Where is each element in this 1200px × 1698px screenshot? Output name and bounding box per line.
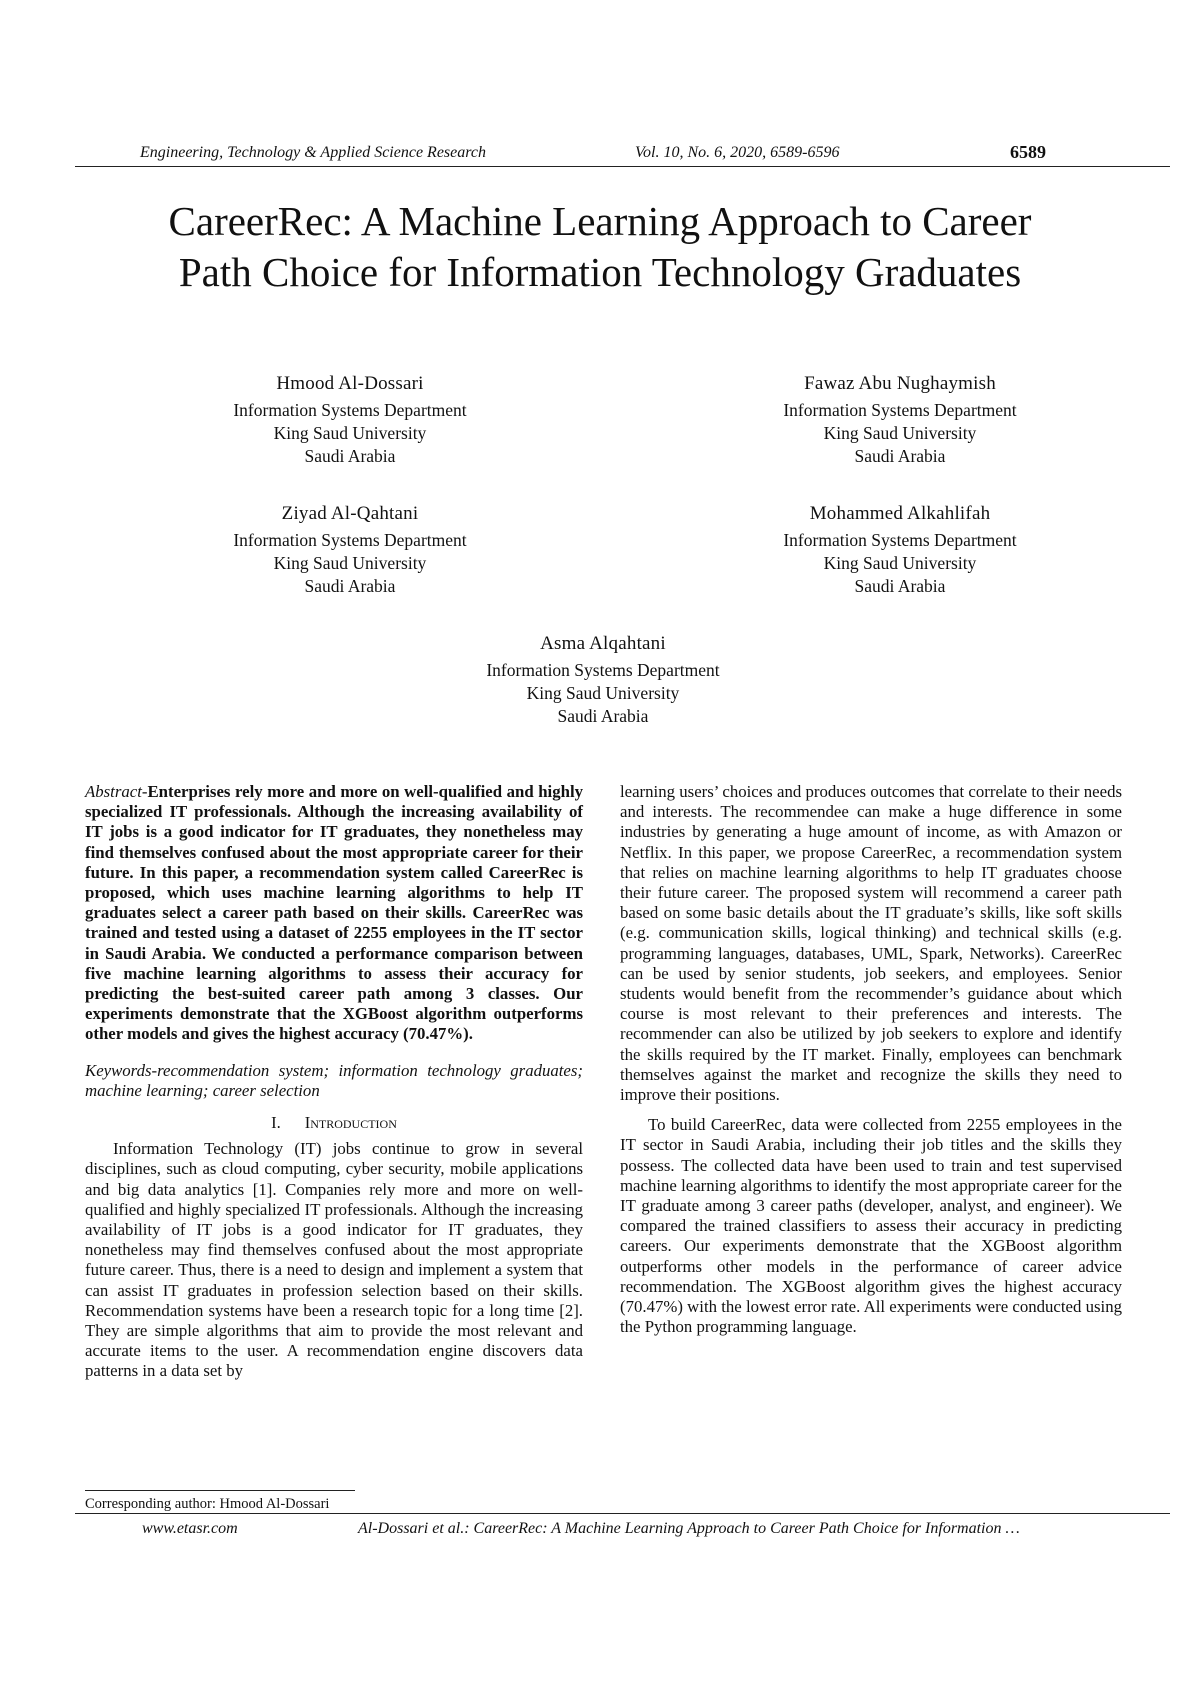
author-country: Saudi Arabia: [854, 576, 946, 596]
author-country: Saudi Arabia: [557, 706, 649, 726]
section-number: I.: [271, 1113, 281, 1133]
author-name: Fawaz Abu Nughaymish: [804, 373, 996, 394]
author-country: Saudi Arabia: [304, 446, 396, 466]
author-block: [735, 502, 1065, 598]
keywords: Keywords-recommendation system; information technology graduates; machine learning; career selection: [85, 1060, 583, 1100]
author-block: [438, 632, 768, 728]
right-column: [620, 782, 1122, 1337]
keywords-label: Keywords: [85, 1060, 152, 1080]
author-block: [185, 502, 515, 598]
keywords-text: recommendation system; information technology graduates; machine learning; career selection: [85, 1060, 583, 1100]
title-line-1: CareerRec: A Machine Learning Approach to Career: [168, 198, 1032, 244]
intro-paragraph-continued: learning users’ choices and produces outcomes that correlate to their needs and interests. The recommendee can make a huge difference in some industries by generating a huge amount of income, as with Amazon or Netflix. In this paper, we propose CareerRec, a recommendation system that relies on machine learning algorithms to help IT graduates choose their future career. The proposed system will recommend a career path based on some basic details about the IT graduate’s skills, like soft skills (e.g. communication skills, logical thinking) and technical skills (e.g. programming languages, databases, UML, Spark, Networks). CareerRec can be used by senior students, job seekers, and employees. Senior students would benefit from the recommender’s guidance about which course is most relevant to their preferences and interests. The recommender can also be utilized by job seekers to explore and identify the skills required by the IT market. Finally, employees can benchmark themselves against the market and recognize the skills they need to improve their positions.: [620, 782, 1122, 1105]
abstract: Abstract-Enterprises rely more and more on well-qualified and highly specialized IT professionals. Although the increasing availability of IT jobs is a good indicator for IT graduates, they nonetheless may find themselves confused about the most appropriate career for their future. In this paper, a recommendation system called CareerRec is proposed, which uses machine learning algorithms to help IT graduates select a career path based on their skills. CareerRec was trained and tested using a dataset of 2255 employees in the IT sector in Saudi Arabia. We conducted a performance comparison between five machine learning algorithms to assess their accuracy for predicting the best-suited career path among 3 classes. Our experiments demonstrate that the XGBoost algorithm outperforms other models and gives the highest accuracy (70.47%).: [85, 782, 583, 1044]
author-name: Asma Alqahtani: [540, 633, 666, 654]
journal-url[interactable]: www.etasr.com: [142, 1520, 238, 1537]
author-university: King Saud University: [823, 423, 977, 443]
author-university: King Saud University: [273, 553, 427, 573]
footer-citation: Al-Dossari et al.: CareerRec: A Machine Learning Approach to Career Path Choice for Information …: [358, 1520, 1020, 1537]
author-block: [185, 372, 515, 468]
build-paragraph: To build CareerRec, data were collected from 2255 employees in the IT sector in Saudi Arabia, including their job titles and the skills they possess. The collected data have been used to train and test supervised machine learning algorithms to identify the most appropriate career for the IT graduate among 3 career paths (developer, analyst, and engineer). We compared the trained classifiers to assess their accuracy in predicting careers. Our experiments demonstrate that the XGBoost algorithm outperforms other models in the performance of career advice recommendation. The XGBoost algorithm gives the highest accuracy (70.47%) with the lowest error rate. All experiments were conducted using the Python programming language.: [620, 1115, 1122, 1337]
author-department: Information Systems Department: [233, 530, 467, 550]
paper-title: [60, 196, 1140, 298]
corresponding-author-footnote: Corresponding author: Hmood Al-Dossari: [85, 1496, 330, 1512]
volume-info: Vol. 10, No. 6, 2020, 6589-6596: [635, 144, 840, 161]
author-department: Information Systems Department: [783, 530, 1017, 550]
author-country: Saudi Arabia: [304, 576, 396, 596]
author-department: Information Systems Department: [233, 400, 467, 420]
author-university: King Saud University: [273, 423, 427, 443]
left-column: [85, 782, 583, 1382]
author-name: Ziyad Al-Qahtani: [281, 503, 419, 524]
author-university: King Saud University: [526, 683, 680, 703]
author-department: Information Systems Department: [783, 400, 1017, 420]
author-country: Saudi Arabia: [854, 446, 946, 466]
author-department: Information Systems Department: [486, 660, 720, 680]
author-block: [735, 372, 1065, 468]
section-heading-introduction: [85, 1113, 583, 1133]
page-number: 6589: [1010, 142, 1046, 162]
author-university: King Saud University: [823, 553, 977, 573]
title-line-2: Path Choice for Information Technology Graduates: [178, 249, 1022, 295]
section-title: Introduction: [304, 1113, 397, 1133]
abstract-text: Enterprises rely more and more on well-qualified and highly specialized IT professionals. Although the increasing availability of IT jobs is a good indicator for IT graduates, they nonetheless may find themselves confused about the most appropriate career for their future. In this paper, a recommendation system called CareerRec is proposed, which uses machine learning algorithms to help IT graduates select a career path based on their skills. CareerRec was trained and tested using a dataset of 2255 employees in the IT sector in Saudi Arabia. We conducted a performance comparison between five machine learning algorithms to assess their accuracy for predicting the best-suited career path among 3 classes. Our experiments demonstrate that the XGBoost algorithm outperforms other models and gives the highest accuracy (70.47%).: [85, 782, 583, 1044]
author-name: Mohammed Alkahlifah: [809, 503, 991, 524]
running-footer: [75, 1513, 1170, 1540]
footnote-divider: [85, 1490, 355, 1491]
journal-name: Engineering, Technology & Applied Science Research: [140, 144, 486, 161]
author-name: Hmood Al-Dossari: [276, 373, 424, 394]
abstract-label: Abstract: [85, 782, 142, 801]
intro-paragraph: Information Technology (IT) jobs continue to grow in several disciplines, such as cloud computing, cyber security, mobile applications and big data analytics [1]. Companies rely more and more on well-qualified and highly specialized IT professionals. Although the increasing availability of IT jobs is a good indicator for IT graduates, they nonetheless may find themselves confused about the most appropriate future career. Thus, there is a need to design and implement a system that can assist IT graduates in profession selection based on their skills. Recommendation systems have been a research topic for a long time [2]. They are simple algorithms that aim to provide the most relevant and accurate items to the user. A recommendation engine discovers data patterns in a data set by: [85, 1139, 583, 1381]
running-header: [75, 140, 1170, 167]
